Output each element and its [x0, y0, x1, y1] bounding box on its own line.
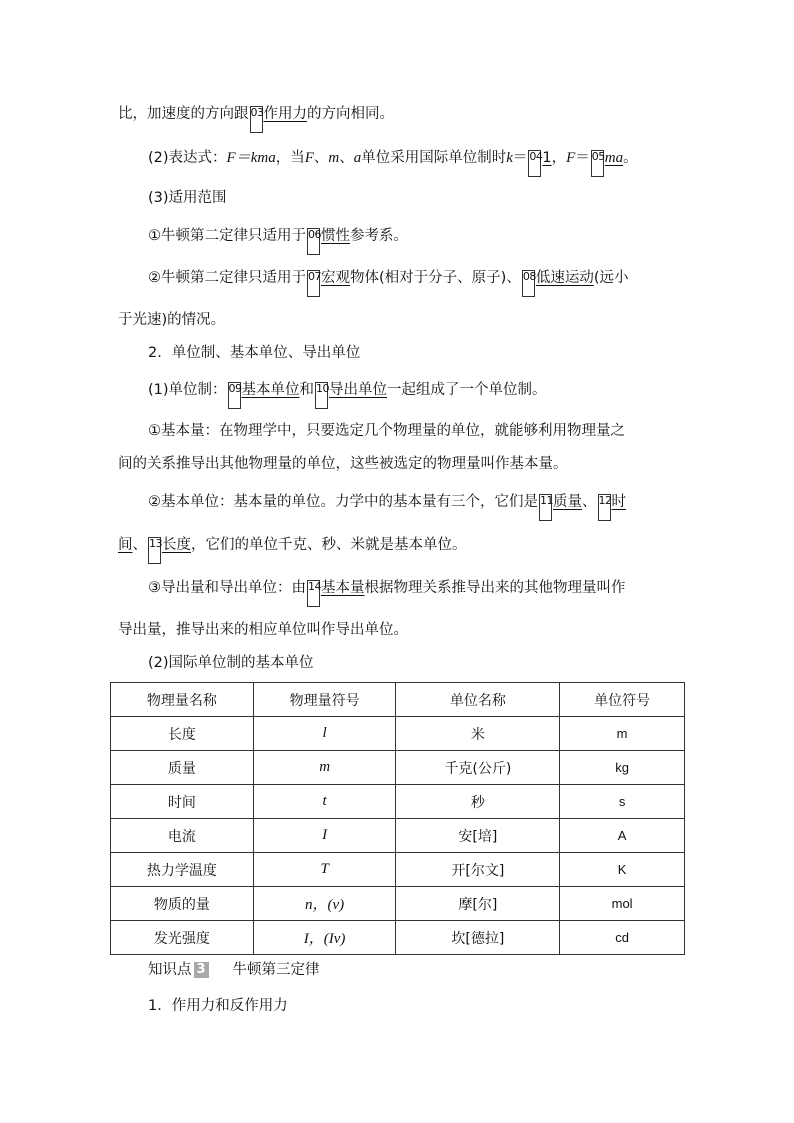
variable: F [304, 150, 314, 166]
paragraph-line [118, 104, 688, 139]
answer-text: 惯性 [321, 228, 350, 244]
answer-box: 14 [307, 580, 320, 607]
paragraph-line [118, 535, 688, 570]
table-cell: 米 [396, 717, 560, 751]
table-cell: m [560, 717, 685, 751]
answer-box: 12 [598, 494, 611, 521]
answer-text: 时 [611, 494, 626, 510]
answer-text: 导出单位 [329, 382, 388, 398]
table-cell: mol [560, 887, 685, 921]
text: ③导出量和导出单位：由 [148, 580, 306, 596]
table-cell: 安[培] [396, 819, 560, 853]
answer-box: 03 [250, 106, 263, 133]
section-title: 牛顿第三定律 [232, 962, 320, 978]
table-cell: 时间 [111, 785, 254, 819]
paragraph-line [148, 226, 688, 261]
table-row [111, 887, 685, 921]
section-heading: 2．单位制、基本单位、导出单位 [148, 345, 361, 361]
answer-text: 长度 [162, 537, 191, 553]
table-row [111, 921, 685, 955]
answer-text: 间 [118, 537, 133, 553]
answer-box: 11 [539, 494, 552, 521]
text: ＝ [512, 150, 528, 166]
paragraph-line [148, 653, 688, 673]
answer-box: 04 [528, 150, 541, 177]
paragraph-line [118, 454, 688, 474]
variable: k [506, 150, 513, 166]
table-cell: 质量 [111, 751, 254, 785]
table-header: 单位名称 [396, 683, 560, 717]
paragraph-line [148, 148, 688, 183]
table-cell: 千克(公斤) [396, 751, 560, 785]
text: ，它们的单位千克、秒、米就是基本单位。 [191, 537, 467, 553]
answer-box: 09 [228, 382, 241, 409]
answer-text: 质量 [553, 494, 582, 510]
table-row [111, 819, 685, 853]
table-cell: kg [560, 751, 685, 785]
paragraph-line [148, 188, 688, 208]
answer-text: ma [604, 150, 624, 166]
text: 、 [339, 150, 354, 166]
table-cell: n，(ν) [253, 887, 396, 921]
text: ①基本量：在物理学中，只要选定几个物理量的单位，就能够利用物理量之 [148, 423, 625, 439]
table-cell: cd [560, 921, 685, 955]
paragraph-line [148, 996, 688, 1016]
table-cell: 发光强度 [111, 921, 254, 955]
answer-text: 基本单位 [241, 382, 300, 398]
table-cell: 秒 [396, 785, 560, 819]
paragraph-line [118, 310, 688, 330]
text: ②牛顿第二定律只适用于 [148, 270, 306, 286]
table-cell: K [560, 853, 685, 887]
text: ， [551, 150, 567, 166]
text: 单位采用国际单位制时 [361, 150, 507, 166]
table-cell: l [253, 717, 396, 751]
text: 物体(相对于分子、原子)、 [350, 270, 521, 286]
table-cell: T [253, 853, 396, 887]
paragraph-line [148, 380, 688, 415]
answer-box: 06 [307, 228, 320, 255]
table-cell: 物质的量 [111, 887, 254, 921]
table-row [111, 785, 685, 819]
table-cell: 长度 [111, 717, 254, 751]
paragraph-line [118, 620, 688, 640]
variable: F [566, 150, 576, 166]
formula: F＝kma [226, 150, 276, 166]
text: 间的关系推导出其他物理量的单位，这些被选定的物理量叫作基本量。 [118, 456, 568, 472]
paragraph-line [148, 268, 688, 303]
text: 、 [582, 494, 597, 510]
section-number-badge: 3 [194, 962, 209, 978]
text: 于光速)的情况。 [118, 312, 226, 328]
paragraph-line [148, 421, 688, 441]
table-cell: I [253, 819, 396, 853]
answer-box: 08 [522, 270, 535, 297]
text: 。 [623, 150, 638, 166]
text: (3)适用范围 [148, 190, 227, 206]
text: 一起组成了一个单位制。 [387, 382, 547, 398]
text: (远小 [593, 270, 629, 286]
text: 的方向相同。 [307, 106, 394, 122]
text: 、 [313, 150, 329, 166]
text: 比，加速度的方向跟 [118, 106, 249, 122]
answer-box: 07 [307, 270, 320, 297]
table-row [111, 717, 685, 751]
answer-box: 13 [148, 537, 161, 564]
si-units-table [110, 682, 685, 955]
text: ②基本单位：基本量的单位。力学中的基本量有三个，它们是 [148, 494, 538, 510]
text: ，当 [275, 150, 305, 166]
answer-text: 1 [542, 150, 552, 166]
variable: a [353, 150, 362, 166]
table-cell: 热力学温度 [111, 853, 254, 887]
table-header: 物理量符号 [253, 683, 396, 717]
answer-box: 10 [315, 382, 328, 409]
text: 和 [299, 382, 315, 398]
text: ＝ [575, 150, 590, 166]
table-caption: (2)国际单位制的基本单位 [148, 655, 314, 671]
section-label: 知识点 [148, 962, 192, 978]
sub-heading: 1．作用力和反作用力 [148, 998, 288, 1014]
table-cell: 电流 [111, 819, 254, 853]
table-header-row [111, 683, 685, 717]
table-cell: t [253, 785, 396, 819]
knowledge-point-heading [148, 960, 688, 980]
table-row [111, 853, 685, 887]
text: 参考系。 [350, 228, 408, 244]
text: 根据物理关系推导出来的其他物理量叫作 [364, 580, 626, 596]
table-cell: 坎[德拉] [396, 921, 560, 955]
table-cell: s [560, 785, 685, 819]
text: (2)表达式： [148, 150, 227, 166]
table-cell: I，(Iv) [253, 921, 396, 955]
answer-text: 低速运动 [535, 270, 594, 286]
text: 导出量，推导出来的相应单位叫作导出单位。 [118, 622, 408, 638]
text: 、 [132, 537, 147, 553]
paragraph-line [148, 492, 688, 527]
text: (1)单位制： [148, 382, 227, 398]
answer-text: 作用力 [263, 106, 307, 122]
answer-text: 基本量 [321, 580, 365, 596]
table-header: 单位符号 [560, 683, 685, 717]
paragraph-line [148, 578, 688, 613]
table-cell: 开[尔文] [396, 853, 560, 887]
table-cell: A [560, 819, 685, 853]
answer-text: 宏观 [321, 270, 350, 286]
table-row [111, 751, 685, 785]
paragraph-line [148, 343, 688, 363]
variable: m [328, 150, 340, 166]
table-cell: 摩[尔] [396, 887, 560, 921]
text: ①牛顿第二定律只适用于 [148, 228, 306, 244]
table-cell: m [253, 751, 396, 785]
answer-box: 05 [591, 150, 604, 177]
table-header: 物理量名称 [111, 683, 254, 717]
